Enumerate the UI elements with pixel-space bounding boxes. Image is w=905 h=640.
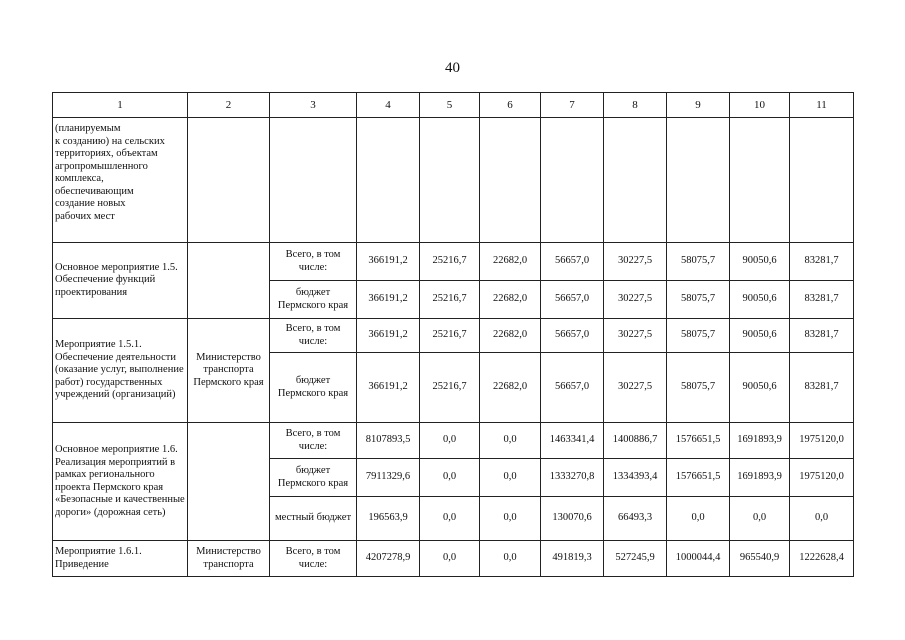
value-cell: 30227,5 <box>604 353 667 423</box>
value-cell: 1576651,5 <box>667 423 730 459</box>
column-header: 3 <box>270 93 357 118</box>
value-cell: 130070,6 <box>541 497 604 541</box>
value-cell: 8107893,5 <box>357 423 420 459</box>
activity-name: Мероприятие 1.5.1. Обеспечение деятельности (оказание услуг, выполнение работ) государственных учреждений (организаций) <box>53 319 188 423</box>
value-cell: 366191,2 <box>357 353 420 423</box>
value-cell: 56657,0 <box>541 319 604 353</box>
table-row <box>53 118 854 243</box>
activity-name: Мероприятие 1.6.1. Приведение <box>53 541 188 577</box>
value-cell: 22682,0 <box>480 353 541 423</box>
table-row <box>53 541 854 577</box>
value-cell: 196563,9 <box>357 497 420 541</box>
value-cell: 491819,3 <box>541 541 604 577</box>
value-cell: 0,0 <box>480 423 541 459</box>
responsible-org <box>188 423 270 541</box>
value-cell: 4207278,9 <box>357 541 420 577</box>
funding-source: бюджет Пермского края <box>270 459 357 497</box>
value-cell: 366191,2 <box>357 281 420 319</box>
column-header: 9 <box>667 93 730 118</box>
value-cell: 0,0 <box>420 459 480 497</box>
value-cell: 30227,5 <box>604 319 667 353</box>
value-cell: 1400886,7 <box>604 423 667 459</box>
column-header: 1 <box>53 93 188 118</box>
value-cell: 25216,7 <box>420 281 480 319</box>
value-cell: 58075,7 <box>667 319 730 353</box>
activity-name: (планируемым к созданию) на сельских территориях, объектам агропромышленного комплекса, обеспечивающим создание новых рабочих мест <box>53 118 188 243</box>
value-cell: 1000044,4 <box>667 541 730 577</box>
value-cell: 0,0 <box>480 459 541 497</box>
value-cell: 1975120,0 <box>790 423 854 459</box>
funding-source: Всего, в том числе: <box>270 423 357 459</box>
column-header: 6 <box>480 93 541 118</box>
column-header: 8 <box>604 93 667 118</box>
activity-name: Основное мероприятие 1.6. Реализация мероприятий в рамках регионального проекта Пермского края «Безопасные и качественные дороги» (дорожная сеть) <box>53 423 188 541</box>
value-cell: 0,0 <box>420 423 480 459</box>
value-cell: 0,0 <box>667 497 730 541</box>
budget-table <box>52 92 854 577</box>
value-cell: 1463341,4 <box>541 423 604 459</box>
value-cell: 1975120,0 <box>790 459 854 497</box>
value-cell: 58075,7 <box>667 243 730 281</box>
table-row <box>53 243 854 281</box>
value-cell: 83281,7 <box>790 353 854 423</box>
value-cell: 90050,6 <box>730 353 790 423</box>
value-cell: 1691893,9 <box>730 423 790 459</box>
header-row <box>53 93 854 118</box>
funding-source: бюджет Пермского края <box>270 281 357 319</box>
value-cell: 58075,7 <box>667 281 730 319</box>
responsible-org: Министерство транспорта Пермского края <box>188 319 270 423</box>
value-cell: 83281,7 <box>790 319 854 353</box>
value-cell: 66493,3 <box>604 497 667 541</box>
value-cell: 83281,7 <box>790 243 854 281</box>
value-cell: 90050,6 <box>730 281 790 319</box>
value-cell: 0,0 <box>420 541 480 577</box>
column-header: 4 <box>357 93 420 118</box>
value-cell: 366191,2 <box>357 319 420 353</box>
activity-name: Основное мероприятие 1.5. Обеспечение функций проектирования <box>53 243 188 319</box>
value-cell: 1222628,4 <box>790 541 854 577</box>
value-cell: 30227,5 <box>604 281 667 319</box>
value-cell: 25216,7 <box>420 319 480 353</box>
value-cell: 56657,0 <box>541 353 604 423</box>
value-cell: 22682,0 <box>480 319 541 353</box>
value-cell: 1334393,4 <box>604 459 667 497</box>
value-cell: 30227,5 <box>604 243 667 281</box>
value-cell: 90050,6 <box>730 319 790 353</box>
value-cell: 0,0 <box>480 497 541 541</box>
column-header: 7 <box>541 93 604 118</box>
value-cell: 22682,0 <box>480 243 541 281</box>
value-cell: 0,0 <box>420 497 480 541</box>
funding-source: бюджет Пермского края <box>270 353 357 423</box>
funding-source: Всего, в том числе: <box>270 319 357 353</box>
value-cell: 25216,7 <box>420 353 480 423</box>
value-cell: 1691893,9 <box>730 459 790 497</box>
funding-source: Всего, в том числе: <box>270 541 357 577</box>
value-cell: 965540,9 <box>730 541 790 577</box>
value-cell: 90050,6 <box>730 243 790 281</box>
column-header: 5 <box>420 93 480 118</box>
value-cell: 1333270,8 <box>541 459 604 497</box>
table-row <box>53 319 854 353</box>
value-cell: 25216,7 <box>420 243 480 281</box>
responsible-org: Министерство транспорта <box>188 541 270 577</box>
value-cell: 527245,9 <box>604 541 667 577</box>
value-cell: 0,0 <box>730 497 790 541</box>
column-header: 11 <box>790 93 854 118</box>
value-cell: 0,0 <box>480 541 541 577</box>
funding-source: Всего, в том числе: <box>270 243 357 281</box>
value-cell: 366191,2 <box>357 243 420 281</box>
value-cell: 1576651,5 <box>667 459 730 497</box>
value-cell: 7911329,6 <box>357 459 420 497</box>
value-cell: 83281,7 <box>790 281 854 319</box>
column-header: 10 <box>730 93 790 118</box>
page-number: 40 <box>445 60 460 76</box>
responsible-org <box>188 243 270 319</box>
value-cell: 56657,0 <box>541 243 604 281</box>
table-row <box>53 423 854 459</box>
funding-source: местный бюджет <box>270 497 357 541</box>
column-header: 2 <box>188 93 270 118</box>
value-cell: 58075,7 <box>667 353 730 423</box>
value-cell: 22682,0 <box>480 281 541 319</box>
value-cell: 56657,0 <box>541 281 604 319</box>
value-cell: 0,0 <box>790 497 854 541</box>
